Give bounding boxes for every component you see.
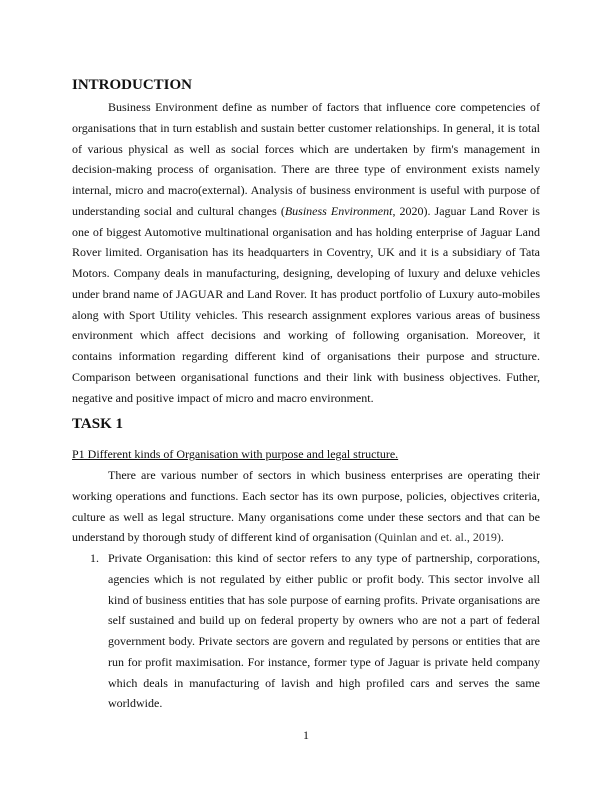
text-line (72, 507, 540, 528)
text-segment: of various physical as well as social forces which are undertaken by firm's management in (72, 141, 540, 156)
list-item (72, 548, 540, 714)
text-line (108, 693, 540, 714)
text-line (72, 388, 540, 409)
text-line (72, 180, 540, 201)
task1-paragraph (72, 465, 540, 548)
text-segment: Business Environment define as number of factors that influence core competencies of (108, 100, 540, 114)
text-segment: under brand name of JAGUAR and Land Rover. It has product portfolio of Luxury auto-mobiles (72, 286, 540, 301)
text-line (72, 97, 540, 118)
p1-subheading: P1 Different kinds of Organisation with purpose and legal structure. (72, 447, 399, 461)
text-segment: self sustained and build up on federal property by owners who are not a part of federal (108, 613, 540, 628)
text-segment: culture as well as legal structure. Many organisations come under these sectors and that can be (72, 509, 540, 524)
text-segment: negative and positive impact of micro and macro environment. (72, 390, 374, 405)
text-line (72, 465, 540, 486)
text-line (108, 610, 540, 631)
text-line (72, 325, 540, 346)
text-line (108, 548, 540, 569)
text-line (72, 201, 540, 222)
text-segment: . (500, 530, 504, 545)
text-segment: Comparison between organisational functions and their link with business objectives. Futher, (72, 369, 540, 384)
text-segment: organisations that in turn establish and sustain better customer relationships. In general, it is total (72, 120, 540, 135)
text-line (72, 263, 540, 284)
text-segment: worldwide. (108, 696, 163, 711)
text-line (72, 367, 540, 388)
italic-citation: Business Environment (284, 203, 393, 218)
task1-heading: TASK 1 (72, 416, 123, 432)
text-line (108, 673, 540, 694)
text-segment: contains information regarding different kind of organisations their purpose and structure. (72, 349, 540, 363)
text-line (72, 486, 540, 507)
text-segment: which deals in manufacturing of lavish and high profiled cars and serves the same (108, 675, 540, 690)
text-segment: working operations and functions. Each sector has its own purpose, policies, objectives criteria, (72, 488, 540, 503)
citation: (Quinlan and et. al., 2019) (374, 530, 501, 545)
text-segment: agencies which is not regulated by either public or profit body. This sector involve all (108, 571, 540, 586)
text-segment: along with Sport Utility vehicles. This research assignment explores various areas of business (72, 307, 540, 322)
text-line (72, 118, 540, 139)
text-segment: internal, micro and macro(external). Analysis of business environment is useful with purpose of (72, 183, 540, 197)
text-segment: Rover limited. Organisation has its headquarters in Coventry, UK and it is a subsidiary of Tata (72, 245, 540, 260)
organisation-types-list (72, 548, 540, 714)
text-segment: decision-making process of organisation. There are three type of environment exists namely (72, 162, 540, 177)
text-segment: There are various number of sectors in which business enterprises are operating their (108, 468, 540, 482)
text-segment: , 2020). Jaguar Land Rover is (392, 203, 540, 218)
text-line (72, 527, 540, 548)
text-segment: understanding social and cultural changes ( (72, 203, 285, 218)
page-number: 1 (303, 728, 309, 742)
text-line (72, 222, 540, 243)
text-line (72, 346, 540, 367)
text-line (108, 631, 540, 652)
list-item-text (108, 548, 540, 714)
text-segment: one of biggest Automotive multinational organisation and has holding enterprise of Jaguar Land (72, 224, 540, 239)
text-segment: kind of business entities that has sole purpose of earning profits. Private organisations are (108, 592, 540, 607)
text-segment: government body. Private sectors are govern and regulated by persons or entities that are (108, 634, 540, 648)
introduction-paragraph (72, 97, 540, 408)
text-line (72, 305, 540, 326)
text-line (108, 652, 540, 673)
text-line (72, 139, 540, 160)
text-segment: understand by thorough study of different kind of organisation (72, 530, 375, 545)
list-number: 1. (90, 551, 99, 565)
text-line (108, 590, 540, 611)
text-segment: Private Organisation: this kind of sector refers to any type of partnership, corporations, (108, 551, 540, 565)
text-line (108, 569, 540, 590)
text-segment: Motors. Company deals in manufacturing, designing, developing of luxury and deluxe vehicles (72, 266, 540, 280)
text-segment: environment which affect decisions and working of following organisation. Moreover, it (72, 328, 540, 343)
text-line (72, 284, 540, 305)
text-line (72, 242, 540, 263)
text-line (72, 159, 540, 180)
text-segment: run for profit maximisation. For instance, former type of Jaguar is private held company (108, 654, 540, 669)
introduction-heading: INTRODUCTION (72, 77, 193, 93)
